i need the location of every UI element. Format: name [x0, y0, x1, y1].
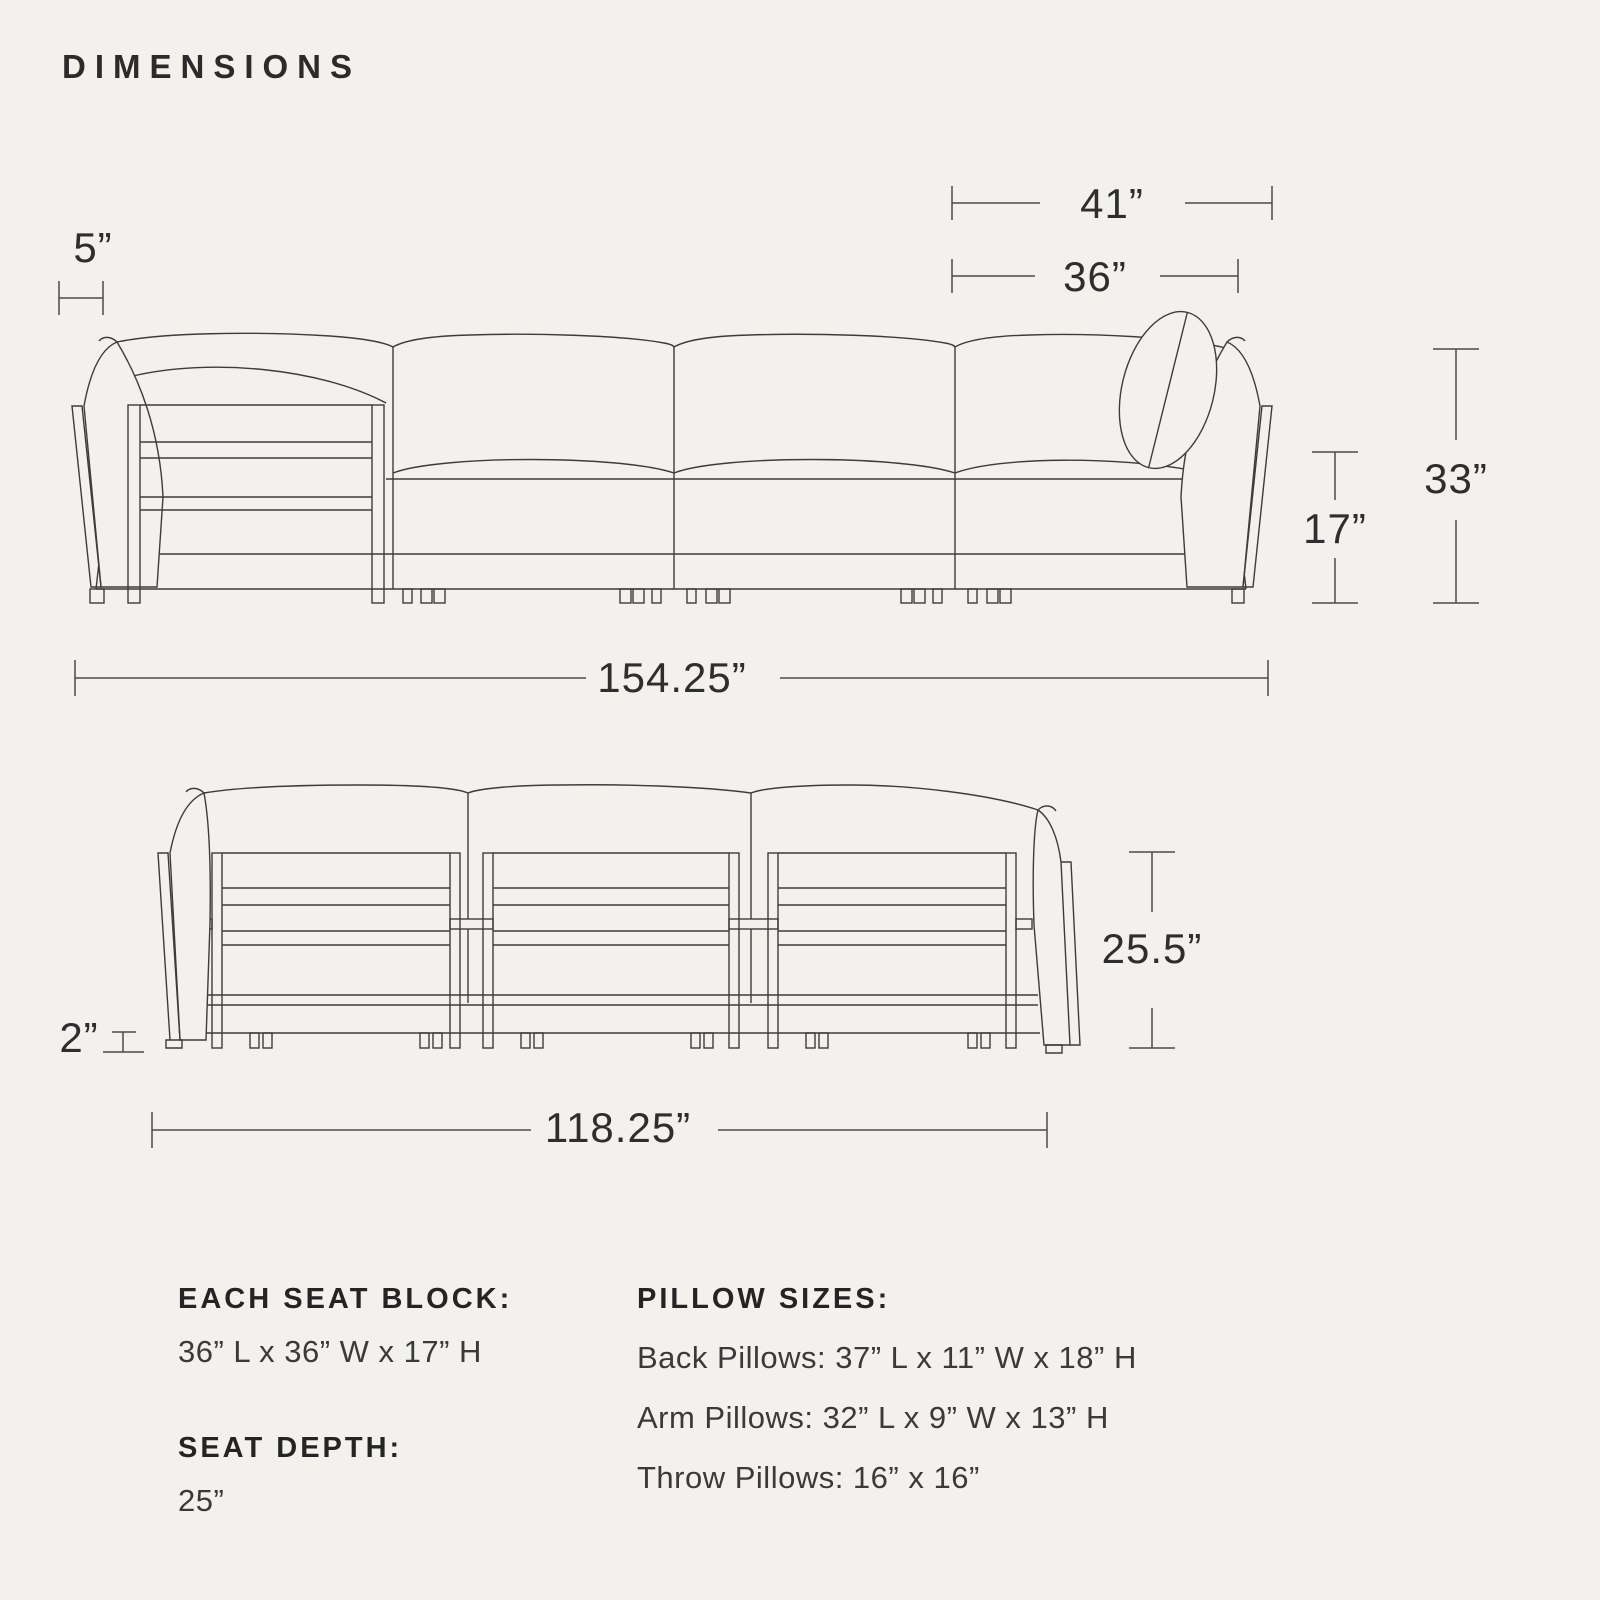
back-base-lines: [204, 995, 1040, 1033]
back-pillows-value: Back Pillows: 37” L x 11” W x 18” H: [637, 1340, 1137, 1375]
side-seat-cushions: [393, 460, 1190, 474]
dim-back-overall-width: [152, 1104, 1047, 1151]
dim-leg-height-label: 2”: [59, 1014, 99, 1061]
dim-overall-width: [75, 654, 1268, 701]
pillow-sizes-heading: PILLOW SIZES:: [637, 1283, 891, 1315]
seat-block-value: 36” L x 36” W x 17” H: [178, 1334, 482, 1369]
throw-pillows-value: Throw Pillows: 16” x 16”: [637, 1460, 980, 1495]
dim-leg-height: [59, 1014, 144, 1061]
side-module-dividers: [393, 347, 955, 589]
dim-seat-height: [1303, 452, 1367, 603]
back-right-arm: [1033, 810, 1070, 1045]
dim-corner-module-width: [952, 180, 1272, 227]
dim-overall-height-label: 33”: [1424, 455, 1488, 502]
side-left-arm: [84, 342, 163, 587]
side-base-lines: [96, 479, 1246, 589]
back-view-diagram: [158, 785, 1080, 1053]
back-module-dividers: [468, 793, 751, 1003]
dim-seat-module-width: [952, 253, 1238, 300]
seat-block-heading: EACH SEAT BLOCK:: [178, 1283, 513, 1315]
seat-depth-value: 25”: [178, 1483, 225, 1518]
side-legs: [90, 589, 1244, 603]
side-view-diagram: [72, 301, 1272, 603]
arm-pillows-value: Arm Pillows: 32” L x 9” W x 13” H: [637, 1400, 1109, 1435]
dim-corner-module-label: 41”: [1080, 180, 1144, 227]
seat-depth-heading: SEAT DEPTH:: [178, 1432, 403, 1464]
dim-overall-height: [1424, 349, 1488, 603]
side-back-cushions: [117, 333, 1226, 348]
back-frames: [212, 853, 1016, 1048]
page-title: DIMENSIONS: [62, 48, 362, 85]
back-connector-brackets: [196, 919, 1032, 929]
back-left-arm: [170, 793, 210, 1040]
side-corner-frame: [128, 405, 384, 603]
dim-overall-width-label: 154.25”: [597, 654, 747, 701]
dim-seat-height-label: 17”: [1303, 505, 1367, 552]
back-legs: [250, 1033, 990, 1048]
dim-back-overall-width-label: 118.25”: [544, 1104, 692, 1151]
dim-seat-module-label: 36”: [1063, 253, 1127, 300]
back-cushions-top: [204, 785, 1038, 810]
dim-back-height-label: 25.5”: [1101, 925, 1203, 972]
dim-back-height: [1102, 852, 1203, 1048]
dim-arm-width: [59, 224, 113, 315]
dim-arm-width-label: 5”: [73, 224, 113, 271]
